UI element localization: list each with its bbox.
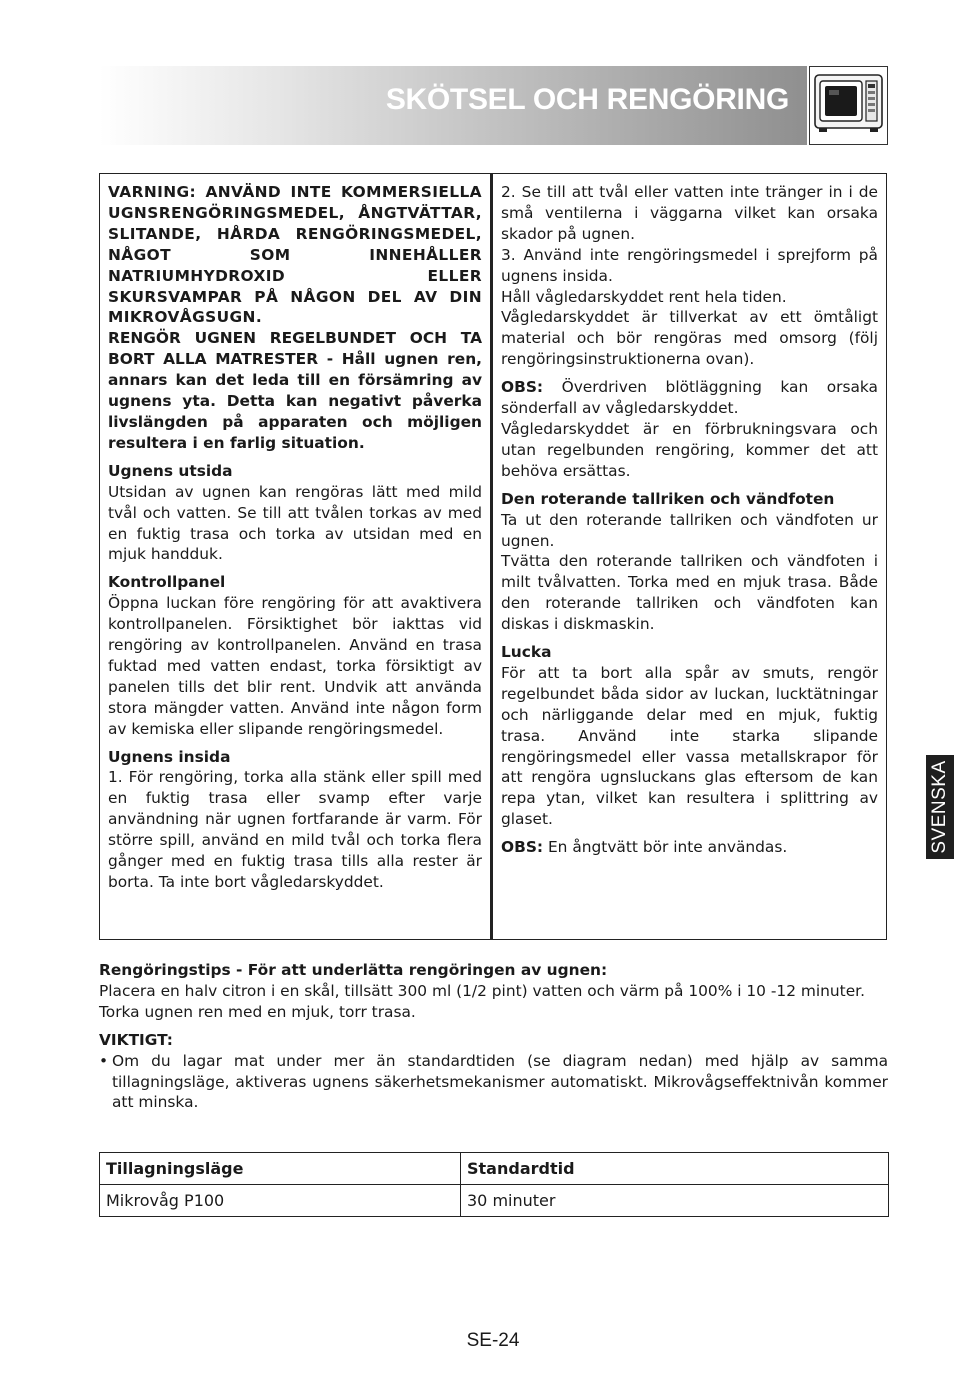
- waveguide-text: Vågledarskyddet är tillverkat av ett ömtåligt material och bör rengöras med omsorg (följ rengöringsinstruktionerna ovan).: [501, 308, 878, 369]
- tips-line-1: Placera en halv citron i en skål, tillsätt 300 ml (1/2 pint) vatten och värm på 100% i 10 -12 minuter.: [99, 981, 865, 1000]
- table-header-cell: Tillagningsläge: [100, 1153, 461, 1185]
- care-instructions-box: [99, 173, 887, 940]
- table-cell: 30 minuter: [461, 1185, 889, 1217]
- important-text: Om du lagar mat under mer än standardtiden (se diagram nedan) med hjälp av samma tillagningsläge, aktiveras ugnens säkerhetsmekanismer automatiskt. Mikrovågseffektnivån kommer att minska.: [112, 1051, 888, 1112]
- important-heading: VIKTIGT:: [99, 1030, 173, 1049]
- tips-heading: Rengöringstips - För att underlätta rengöringen av ugnen:: [99, 961, 608, 979]
- microwave-icon: [809, 66, 888, 145]
- turntable-heading: Den roterande tallriken och vändfoten: [501, 489, 835, 508]
- inside-continued-text: 2. Se till att tvål eller vatten inte tränger in i de små ventilerna i väggarna vilket kan orsaka skador på ugnen.: [501, 183, 878, 243]
- door-text: För att ta bort alla spår av smuts, rengör regelbundet båda sidor av luckan, lucktätningar och närliggande delar med en mjuk, fuktig trasa. Använd inte starka slipande rengöringsmedel eller vassa metallskrapor för att rengöra ugnsluckans glas eftersom de kan repa ytan, vilket kan resultera i splittring av glaset.: [501, 663, 878, 829]
- right-column: [493, 174, 886, 939]
- page-number: SE-24: [466, 1330, 520, 1351]
- table-cell: Mikrovåg P100: [100, 1185, 461, 1217]
- table-header-row: [100, 1153, 889, 1185]
- inside-point3-text: 3. Använd inte rengöringsmedel i sprejform på ugnens insida.: [501, 245, 878, 285]
- obs-text-2: En ångtvätt bör inte användas.: [543, 838, 788, 857]
- obs-text: Överdriven blötläggning kan orsaka sönderfall av vågledarskyddet.: [501, 378, 878, 418]
- bullet-mark: •: [99, 1051, 109, 1070]
- left-column: [100, 174, 493, 939]
- language-tab-label: SVENSKA: [929, 760, 950, 854]
- outside-heading: Ugnens utsida: [108, 461, 233, 480]
- table-header-cell: Standardtid: [461, 1153, 889, 1185]
- page-title: SKÖTSEL OCH RENGÖRING: [385, 83, 789, 116]
- waveguide-clean-text: Håll vågledarskyddet rent hela tiden.: [501, 287, 787, 306]
- language-tab: [926, 755, 954, 859]
- control-panel-text: Öppna luckan före rengöring för att avaktivera kontrollpanelen. Försiktighet bör iakttas vid rengöring av kontrollpanelen. Använd en trasa fuktad med vatten endast, torka försiktigt av panelen tills det blir rent. Undvik att använda stora mängder vatten. Använd inte någon form av kemiska eller slipande rengöringsmedel.: [108, 594, 482, 738]
- consumable-text: Vågledarskyddet är en förbrukningsvara och utan regelbunden rengöring, kommer det att behöva ersättas.: [501, 419, 878, 480]
- clean-regularly-text: RENGÖR UGNEN REGELBUNDET OCH TA BORT ALLA MATRESTER - Håll ugnen ren, annars kan det leda till en försämring av ugnens yta. Detta kan negativt påverka livslängden på apparaten och möjligen resultera i en farlig situation.: [108, 329, 482, 452]
- obs-label-2: OBS:: [501, 838, 544, 857]
- obs-note-steam: [501, 837, 878, 858]
- cleaning-tips-section: [99, 960, 888, 1113]
- important-bullet: [99, 1051, 888, 1114]
- door-heading: Lucka: [501, 643, 552, 662]
- header-banner: [99, 66, 807, 145]
- control-panel-heading: Kontrollpanel: [108, 573, 226, 592]
- turntable-text-2: Tvätta den roterande tallriken och vändfoten i milt tvålvatten. Torka med en mjuk trasa. Både den roterande tallriken och vändfoten kan diskas i diskmaskin.: [501, 552, 878, 634]
- turntable-text-1: Ta ut den roterande tallriken och vändfoten ur ugnen.: [501, 510, 878, 550]
- obs-label: OBS:: [501, 378, 544, 397]
- obs-note-soaking: [501, 377, 878, 419]
- microwave-icon-graphic: [810, 67, 887, 144]
- tips-line-2: Torka ugnen ren med en mjuk, torr trasa.: [99, 1002, 416, 1021]
- outside-text: Utsidan av ugnen kan rengöras lätt med mild tvål och vatten. Se till att tvålen torkas av med en fuktig trasa och torka av utsidan med en mjuk handduk.: [108, 482, 482, 564]
- standard-time-table: [99, 1152, 889, 1217]
- warning-text: VARNING: ANVÄND INTE KOMMERSIELLA UGNSRENGÖRINGSMEDEL, ÅNGTVÄTTAR, SLITANDE, HÅRDA RENGÖRINGSMEDEL, NÅGOT SOM INNEHÅLLER NATRIUMHYDROXID ELLER SKURSVAMPAR PÅ NÅGON DEL AV DIN MIKROVÅGSUGN.: [108, 183, 482, 327]
- inside-text: 1. För rengöring, torka alla stänk eller spill med en fuktig trasa eller svamp efter varje användning när ugnen fortfarande är varm. För större spill, använd en mild tvål och torka flera gånger med en fuktig trasa tills alla rester är borta. Ta inte bort vågledarskyddet.: [108, 768, 482, 891]
- table-row: [100, 1185, 889, 1217]
- inside-heading: Ugnens insida: [108, 747, 231, 766]
